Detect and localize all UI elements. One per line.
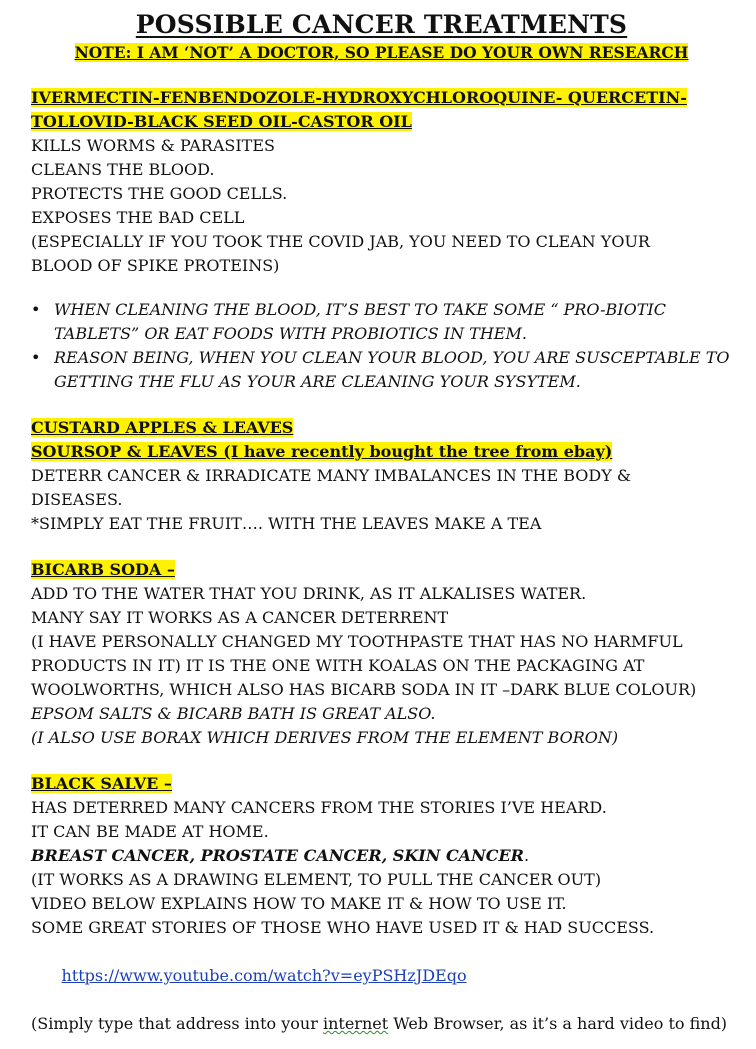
section-custard-apples bbox=[31, 416, 732, 536]
text-line: PROTECTS THE GOOD CELLS. bbox=[31, 184, 288, 203]
page-title: POSSIBLE CANCER TREATMENTS bbox=[135, 10, 628, 39]
cancer-types-tail: . bbox=[523, 846, 530, 865]
text-line: DISEASES. bbox=[31, 490, 123, 509]
section-heading-line: TOLLOVID-BLACK SEED OIL-CASTOR OIL bbox=[31, 112, 412, 131]
footer-text-post: Web Browser, as it’s a hard video to find) bbox=[388, 1014, 728, 1033]
section-heading-line: BLACK SALVE – bbox=[31, 774, 172, 793]
section-heading bbox=[31, 772, 732, 796]
section-heading bbox=[31, 416, 732, 464]
disclaimer-note: NOTE: I AM ‘NOT’ A DOCTOR, SO PLEASE DO YOUR OWN RESEARCH bbox=[74, 43, 689, 62]
text-line: WOOLWORTHS, WHICH ALSO HAS BICARB SODA IN IT –DARK BLUE COLOUR) bbox=[31, 680, 697, 699]
bullet-icon: • bbox=[31, 348, 41, 367]
list-item bbox=[31, 298, 732, 346]
list-item-text: WHEN CLEANING THE BLOOD, IT’S BEST TO TAKE SOME “ PRO-BIOTIC TABLETS” OR EAT FOODS WITH PROBIOTICS IN THEM. bbox=[54, 300, 666, 343]
section-heading-line: CUSTARD APPLES & LEAVES bbox=[31, 418, 294, 437]
section-heading-line: BICARB SODA – bbox=[31, 560, 175, 579]
section-heading bbox=[31, 86, 732, 134]
text-line: DETERR CANCER & IRRADICATE MANY IMBALANCES IN THE BODY & bbox=[31, 466, 632, 485]
text-line: HAS DETERRED MANY CANCERS FROM THE STORIES I’VE HEARD. bbox=[31, 798, 607, 817]
cancer-types: BREAST CANCER, PROSTATE CANCER, SKIN CANCER bbox=[31, 846, 524, 865]
list-item-text: REASON BEING, WHEN YOU CLEAN YOUR BLOOD, YOU ARE SUSCEPTABLE TO GETTING THE FLU AS YOUR ARE CLEANING YOUR SYSYTEM. bbox=[54, 348, 730, 391]
bullet-list bbox=[31, 298, 732, 394]
cancer-types-line bbox=[31, 844, 732, 868]
footer-note bbox=[31, 1012, 732, 1036]
spellcheck-word: internet bbox=[322, 1014, 389, 1033]
section-bicarb-soda bbox=[31, 558, 732, 750]
text-line: EXPOSES THE BAD CELL bbox=[31, 208, 245, 227]
section-black-salve bbox=[31, 772, 732, 1036]
text-line: KILLS WORMS & PARASITES bbox=[31, 136, 275, 155]
text-line: *SIMPLY EAT THE FRUIT…. WITH THE LEAVES MAKE A TEA bbox=[31, 514, 542, 533]
text-line: ADD TO THE WATER THAT YOU DRINK, AS IT ALKALISES WATER. bbox=[31, 584, 587, 603]
text-line-italic: EPSOM SALTS & BICARB BATH IS GREAT ALSO. bbox=[31, 704, 436, 723]
footer-text-pre: (Simply type that address into your bbox=[31, 1014, 323, 1033]
text-line: SOME GREAT STORIES OF THOSE WHO HAVE USED IT & HAD SUCCESS. bbox=[31, 918, 655, 937]
text-line: IT CAN BE MADE AT HOME. bbox=[31, 822, 269, 841]
text-line: (IT WORKS AS A DRAWING ELEMENT, TO PULL THE CANCER OUT) bbox=[31, 870, 602, 889]
youtube-link[interactable]: https://www.youtube.com/watch?v=eyPSHzJDEqo bbox=[61, 966, 467, 985]
text-line: PRODUCTS IN IT) IT IS THE ONE WITH KOALAS ON THE PACKAGING AT bbox=[31, 656, 645, 675]
text-line: VIDEO BELOW EXPLAINS HOW TO MAKE IT & HOW TO USE IT. bbox=[31, 894, 567, 913]
section-heading bbox=[31, 558, 732, 582]
text-line: (I HAVE PERSONALLY CHANGED MY TOOTHPASTE THAT HAS NO HARMFUL bbox=[31, 632, 683, 651]
text-line: MANY SAY IT WORKS AS A CANCER DETERRENT bbox=[31, 608, 449, 627]
text-line-italic: (I ALSO USE BORAX WHICH DERIVES FROM THE ELEMENT BORON) bbox=[31, 728, 619, 747]
section-ivermectin bbox=[31, 86, 732, 394]
text-line: BLOOD OF SPIKE PROTEINS) bbox=[31, 256, 280, 275]
list-item bbox=[31, 346, 732, 394]
section-heading-line: IVERMECTIN-FENBENDOZOLE-HYDROXYCHLOROQUINE- QUERCETIN- bbox=[31, 88, 687, 107]
disclaimer bbox=[31, 42, 732, 64]
link-line bbox=[31, 940, 732, 1012]
bullet-icon: • bbox=[31, 300, 41, 319]
text-line: CLEANS THE BLOOD. bbox=[31, 160, 215, 179]
text-line: (ESPECIALLY IF YOU TOOK THE COVID JAB, YOU NEED TO CLEAN YOUR bbox=[31, 232, 650, 251]
section-heading-line: SOURSOP & LEAVES (I have recently bought the tree from ebay) bbox=[31, 442, 613, 461]
